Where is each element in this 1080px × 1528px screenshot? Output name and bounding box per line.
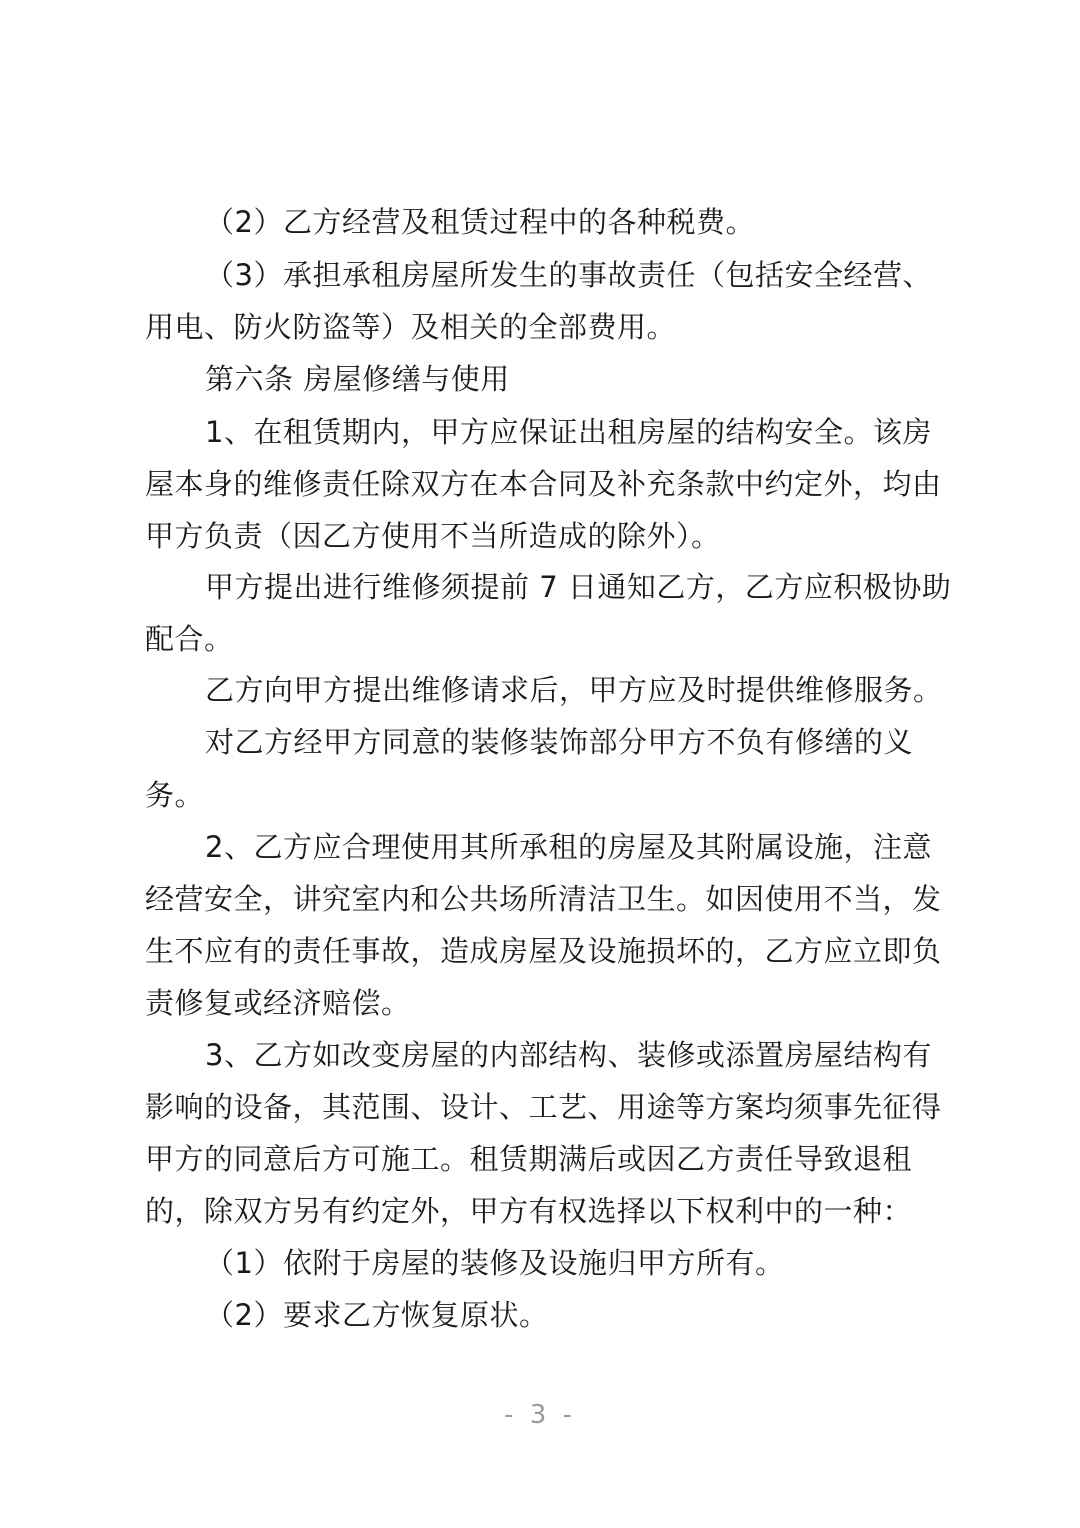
- text-line: 生不应有的责任事故，造成房屋及设施损坏的，乙方应立即负: [145, 934, 942, 968]
- text-line: 对乙方经甲方同意的装修装饰部分甲方不负有修缮的义: [205, 725, 914, 759]
- text-line: （2）要求乙方恢复原状。: [205, 1298, 549, 1332]
- text-line: 甲方的同意后方可施工。租赁期满后或因乙方责任导致退租: [145, 1142, 913, 1176]
- text-line: 3、乙方如改变房屋的内部结构、装修或添置房屋结构有: [205, 1038, 932, 1072]
- text-line: 甲方负责（因乙方使用不当所造成的除外）。: [145, 519, 721, 553]
- text-line: 影响的设备，其范围、设计、工艺、用途等方案均须事先征得: [145, 1090, 942, 1124]
- text-line: 甲方提出进行维修须提前 7 日通知乙方，乙方应积极协助: [205, 570, 952, 604]
- text-line: （3）承担承租房屋所发生的事故责任（包括安全经营、: [205, 258, 932, 292]
- section-heading: 第六条 房屋修缮与使用: [205, 362, 510, 396]
- text-line: 用电、防火防盗等）及相关的全部费用。: [145, 310, 677, 344]
- text-line: 2、乙方应合理使用其所承租的房屋及其附属设施，注意: [205, 830, 932, 864]
- text-line: 乙方向甲方提出维修请求后，甲方应及时提供维修服务。: [205, 673, 943, 707]
- text-line: 的，除双方另有约定外，甲方有权选择以下权利中的一种：: [145, 1194, 913, 1228]
- text-line: 1、在租赁期内，甲方应保证出租房屋的结构安全。该房: [205, 415, 932, 449]
- text-line: 务。: [145, 778, 205, 812]
- text-line: 经营安全，讲究室内和公共场所清洁卫生。如因使用不当，发: [145, 882, 942, 916]
- text-line: 屋本身的维修责任除双方在本合同及补充条款中约定外，均由: [145, 467, 942, 501]
- text-line: （2）乙方经营及租赁过程中的各种税费。: [205, 205, 755, 239]
- text-line: （1）依附于房屋的装修及设施归甲方所有。: [205, 1246, 785, 1280]
- page-number: - 3 -: [504, 1400, 576, 1430]
- text-line: 配合。: [145, 622, 234, 656]
- text-line: 责修复或经济赔偿。: [145, 986, 411, 1020]
